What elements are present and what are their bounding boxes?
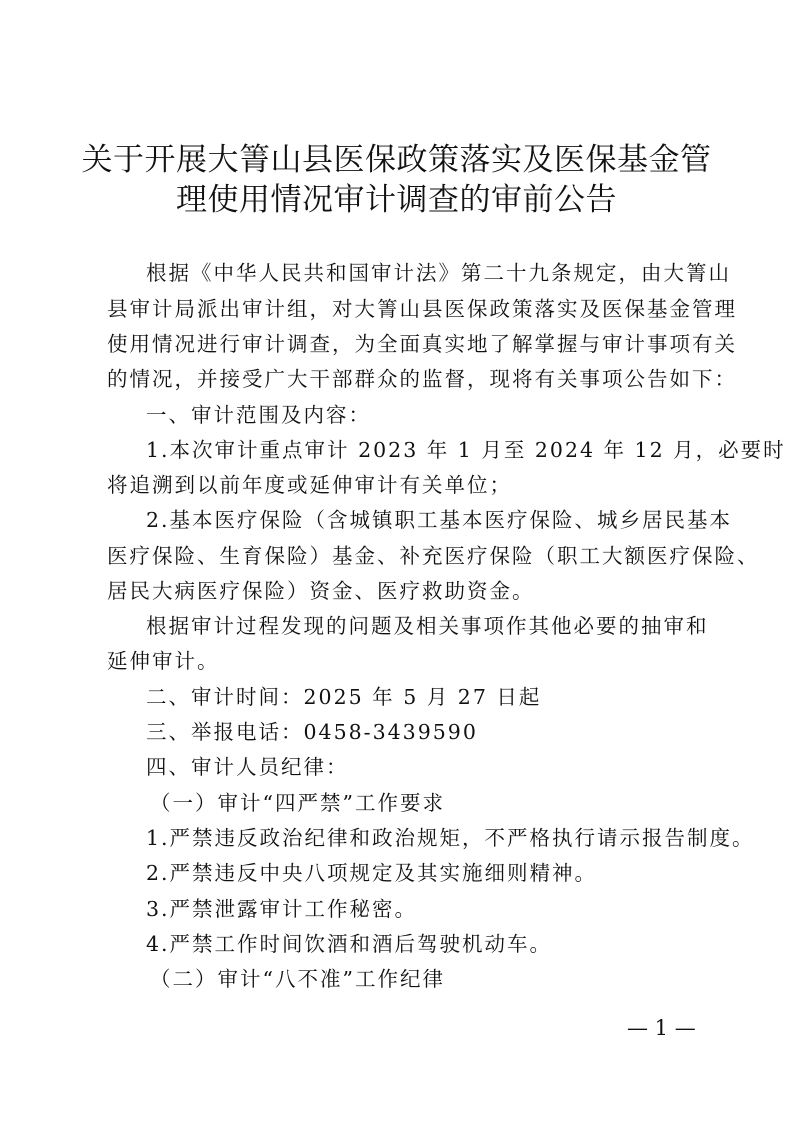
section-1-item-1-line-1: 1.本次审计重点审计 2023 年 1 月至 2024 年 12 月，必要时 (146, 438, 786, 462)
section-4-rule-1: 1.严禁违反政治纪律和政治规矩，不严格执行请示报告制度。 (146, 826, 755, 850)
section-1-heading: 一、审计范围及内容： (146, 403, 371, 427)
section-1-item-2-line-3: 居民大病医疗保险）资金、医疗救助资金。 (107, 579, 535, 603)
intro-line-1: 根据《中华人民共和国审计法》第二十九条规定，由大箐山 (146, 261, 731, 285)
document-title-line-1: 关于开展大箐山县医保政策落实及医保基金管 (81, 142, 712, 178)
intro-line-3: 使用情况进行审计调查，为全面真实地了解掌握与审计事项有关 (107, 332, 737, 356)
document-title-line-2: 理使用情况审计调查的审前公告 (176, 182, 617, 218)
section-2-audit-time: 二、审计时间：2025 年 5 月 27 日起 (146, 685, 542, 709)
section-3-hotline: 三、举报电话：0458-3439590 (146, 720, 478, 744)
page-number: — 1 — (627, 1016, 696, 1040)
section-4-rule-3: 3.严禁泄露审计工作秘密。 (146, 897, 418, 921)
intro-line-2: 县审计局派出审计组，对大箐山县医保政策落实及医保基金管理 (107, 297, 737, 321)
section-1-item-2-line-2: 医疗保险、生育保险）基金、补充医疗保险（职工大额医疗保险、 (107, 544, 760, 568)
section-1-note-line-2: 延伸审计。 (107, 649, 220, 673)
section-1-item-2-line-1: 2.基本医疗保险（含城镇职工基本医疗保险、城乡居民基本 (146, 508, 733, 532)
intro-line-4: 的情况，并接受广大干部群众的监督，现将有关事项公告如下： (107, 367, 737, 391)
section-4-rule-4: 4.严禁工作时间饮酒和酒后驾驶机动车。 (146, 932, 553, 956)
section-4-subheading-2: （二）审计“八不准”工作纪律 (150, 967, 445, 991)
section-1-item-1-line-2: 将追溯到以前年度或延伸审计有关单位； (107, 473, 512, 497)
section-4-subheading-1: （一）审计“四严禁”工作要求 (150, 791, 445, 815)
section-1-note-line-1: 根据审计过程发现的问题及相关事项作其他必要的抽审和 (146, 614, 709, 638)
section-4-rule-2: 2.严禁违反中央八项规定及其实施细则精神。 (146, 861, 598, 885)
section-4-heading: 四、审计人员纪律： (146, 755, 349, 779)
